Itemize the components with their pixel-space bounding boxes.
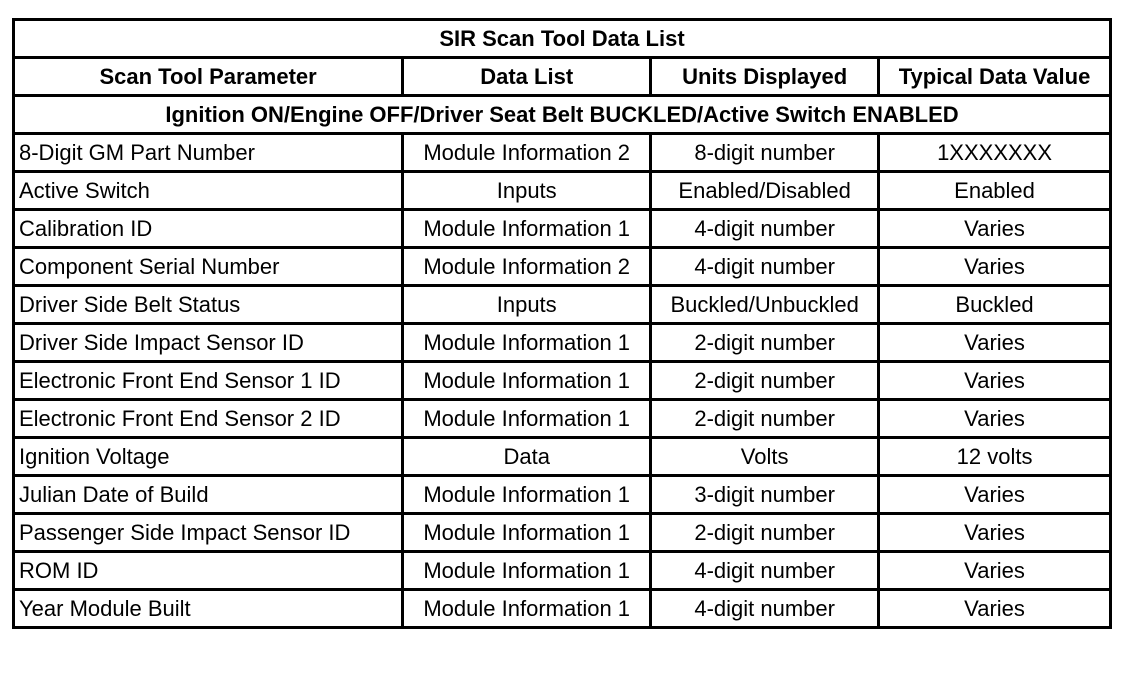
cell-units: 2-digit number xyxy=(651,514,879,552)
cell-typical-value: Varies xyxy=(879,362,1111,400)
cell-units: 2-digit number xyxy=(651,324,879,362)
cell-units: Enabled/Disabled xyxy=(651,172,879,210)
table-row xyxy=(14,590,1111,628)
cell-units: Volts xyxy=(651,438,879,476)
cell-typical-value: Varies xyxy=(879,514,1111,552)
cell-typical-value: 1XXXXXXX xyxy=(879,134,1111,172)
header-row xyxy=(14,58,1111,96)
table-row xyxy=(14,324,1111,362)
cell-data-list: Module Information 1 xyxy=(403,400,651,438)
cell-typical-value: Varies xyxy=(879,324,1111,362)
title-row xyxy=(14,20,1111,58)
cell-typical-value: Enabled xyxy=(879,172,1111,210)
condition-row xyxy=(14,96,1111,134)
table-row xyxy=(14,400,1111,438)
cell-data-list: Module Information 2 xyxy=(403,248,651,286)
table-title: SIR Scan Tool Data List xyxy=(14,20,1111,58)
cell-typical-value: Varies xyxy=(879,476,1111,514)
cell-typical-value: 12 volts xyxy=(879,438,1111,476)
cell-units: Buckled/Unbuckled xyxy=(651,286,879,324)
cell-data-list: Module Information 1 xyxy=(403,210,651,248)
cell-parameter: Julian Date of Build xyxy=(14,476,403,514)
table-row xyxy=(14,552,1111,590)
cell-data-list: Module Information 1 xyxy=(403,476,651,514)
header-units-displayed: Units Displayed xyxy=(651,58,879,96)
cell-typical-value: Varies xyxy=(879,590,1111,628)
cell-data-list: Data xyxy=(403,438,651,476)
cell-typical-value: Varies xyxy=(879,552,1111,590)
cell-data-list: Module Information 1 xyxy=(403,514,651,552)
table-row xyxy=(14,286,1111,324)
cell-data-list: Module Information 2 xyxy=(403,134,651,172)
cell-units: 2-digit number xyxy=(651,400,879,438)
cell-parameter: Electronic Front End Sensor 2 ID xyxy=(14,400,403,438)
cell-typical-value: Varies xyxy=(879,400,1111,438)
header-data-list: Data List xyxy=(403,58,651,96)
header-scan-tool-parameter: Scan Tool Parameter xyxy=(14,58,403,96)
sir-data-table xyxy=(12,18,1112,629)
cell-parameter: Ignition Voltage xyxy=(14,438,403,476)
cell-typical-value: Varies xyxy=(879,210,1111,248)
cell-parameter: Active Switch xyxy=(14,172,403,210)
cell-typical-value: Varies xyxy=(879,248,1111,286)
cell-typical-value: Buckled xyxy=(879,286,1111,324)
cell-parameter: Passenger Side Impact Sensor ID xyxy=(14,514,403,552)
cell-units: 4-digit number xyxy=(651,210,879,248)
cell-units: 4-digit number xyxy=(651,552,879,590)
cell-units: 3-digit number xyxy=(651,476,879,514)
cell-parameter: Electronic Front End Sensor 1 ID xyxy=(14,362,403,400)
cell-units: 2-digit number xyxy=(651,362,879,400)
table-row xyxy=(14,210,1111,248)
cell-data-list: Inputs xyxy=(403,286,651,324)
cell-parameter: Year Module Built xyxy=(14,590,403,628)
cell-parameter: Component Serial Number xyxy=(14,248,403,286)
condition-label: Ignition ON/Engine OFF/Driver Seat Belt BUCKLED/Active Switch ENABLED xyxy=(14,96,1111,134)
cell-units: 4-digit number xyxy=(651,590,879,628)
cell-parameter: Driver Side Impact Sensor ID xyxy=(14,324,403,362)
cell-parameter: Calibration ID xyxy=(14,210,403,248)
table-row xyxy=(14,362,1111,400)
table-row xyxy=(14,438,1111,476)
table-row xyxy=(14,476,1111,514)
cell-parameter: Driver Side Belt Status xyxy=(14,286,403,324)
cell-units: 8-digit number xyxy=(651,134,879,172)
cell-units: 4-digit number xyxy=(651,248,879,286)
cell-data-list: Module Information 1 xyxy=(403,362,651,400)
cell-data-list: Module Information 1 xyxy=(403,324,651,362)
cell-parameter: ROM ID xyxy=(14,552,403,590)
table-row xyxy=(14,172,1111,210)
header-typical-data-value: Typical Data Value xyxy=(879,58,1111,96)
table-row xyxy=(14,514,1111,552)
table-row xyxy=(14,248,1111,286)
table-row xyxy=(14,134,1111,172)
cell-parameter: 8-Digit GM Part Number xyxy=(14,134,403,172)
cell-data-list: Module Information 1 xyxy=(403,590,651,628)
cell-data-list: Module Information 1 xyxy=(403,552,651,590)
cell-data-list: Inputs xyxy=(403,172,651,210)
